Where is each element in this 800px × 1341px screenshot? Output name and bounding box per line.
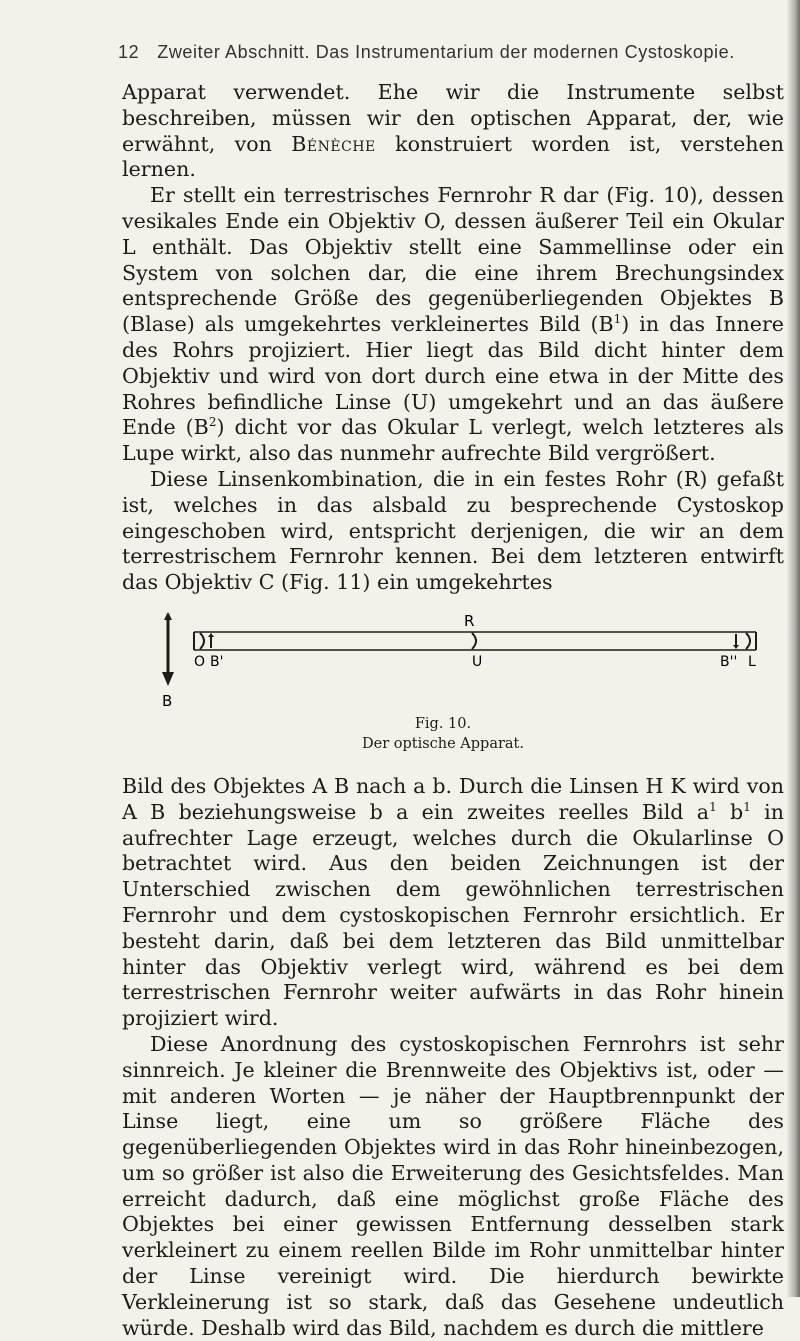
p4-text-c: in aufrechter Lage erzeugt, welches durch die Okularlinse O betrachtet wird. Aus den beiden Zeichnungen ist der Unterschied zwischen dem gewöhnlichen terrestrischen Fernrohr und dem cystoskopischen Fernrohr ersichtlich. Er besteht darin, daß bei dem letzteren das Bild unmittelbar hinter das Objektiv verlegt wird, während es bei dem terrestrischen Fernrohr weiter aufwärts in das Rohr hinein projiziert wird. [122,799,784,1031]
object-arrow [162,612,174,686]
figure-10 [112,606,784,766]
page-number: 12 [118,42,140,62]
label-R: R [464,611,475,630]
author-name: Bénèche [291,131,376,156]
p4-sup-1: 1 [709,799,717,814]
eyepiece-lens [746,633,750,649]
p2-text-b: ) in das Innere des Rohrs projiziert. Hier liegt das Bild dicht hinter dem Objektiv und wird von dort durch eine etwa in der Mitte des Rohres befindliche Linse (U) umgekehrt und an das äußere Ende (B [122,312,784,440]
paragraph-1 [122,80,784,183]
running-head [118,42,798,63]
middle-lens-U [472,633,476,649]
label-B1: B' [210,653,224,670]
image-b2-arrow [733,634,739,649]
p2-text-c: ) dicht vor das Okular L verlegt, welch letzteres als Lupe wirkt, also das nunmehr aufrechte Bild vergrößert. [122,415,784,466]
label-L: L [748,653,756,670]
figure-number: Fig. 10. [414,715,472,732]
paragraph-3: Diese Linsenkombination, die in ein festes Rohr (R) gefaßt ist, welches in das alsbald zu besprechende Cystoskop eingeschoben wird, entspricht derjenigen, die wir an dem terrestrischem Fernrohr kennen. Bei dem letzteren entwirft das Objektiv C (Fig. 11) ein umgekehrtes [122,466,784,595]
p4-text-a: Bild des Objektes A B nach a b. Durch die Linsen H K wird von A B beziehungsweise b a ein zweites reelles Bild a [122,773,784,824]
paragraph-4 [122,774,784,1032]
label-O: O [194,653,206,670]
label-U: U [472,653,483,670]
page-edge-shadow [786,0,800,1297]
paragraph-2 [122,183,784,467]
p1-text-b: konstruiert worden ist, verstehen lernen. [122,131,784,182]
optical-apparatus-diagram [112,606,792,716]
p2-text-a: Er stellt ein terrestrisches Fernrohr R dar (Fig. 10), dessen vesikales Ende ein Objektiv O, dessen äußerer Teil ein Okular L enthält. Das Objektiv stellt eine Sammellinse oder ein System von solchen dar, die eine ihrem Brechungsindex entsprechende Größe des gegenüberliegenden Objektes B (Blase) als umgekehrtes verkleinertes Bild (B [122,183,784,337]
figure-caption [112,714,774,754]
image-b1-arrow [208,633,214,648]
p2-sup-1: 1 [613,312,622,327]
paragraph-5: Diese Anordnung des cystoskopischen Fernrohrs ist sehr sinnreich. Je kleiner die Brennweite des Objektivs ist, oder — mit anderen Worten — je näher der Hauptbrennpunkt der Linse liegt, eine um so größere Fläche des gegenüberliegenden Objektes wird in das Rohr hineinbezogen, um so größer ist also die Erweiterung des Gesichtsfeldes. Man erreicht dadurch, daß eine möglichst große Fläche des Objektes bei einer gewissen Entfernung desselben stark verkleinert zu einem reellen Bilde im Rohr unmittelbar hinter der Linse vereinigt wird. Die hierdurch bewirkte Verkleinerung ist so stark, daß das Gesehene undeutlich würde. Deshalb wird das Bild, nachdem es durch die mittlere [122,1031,784,1340]
running-title: Zweiter Abschnitt. Das Instrumentarium der modernen Cystoskopie. [157,42,735,62]
objective-lens [200,633,204,649]
p1-text-a: Apparat verwendet. Ehe wir die Instrumente selbst beschreiben, müssen wir den optischen Apparat, der, wie erwähnt, von [122,80,784,156]
label-B2: B'' [720,653,738,670]
label-B: B [162,691,173,710]
figure-title: Der optische Apparat. [361,735,524,752]
p4-sup-2: 1 [743,799,751,814]
p2-sup-2: 2 [208,415,217,430]
p4-text-b: b [716,799,744,824]
page-body [122,80,784,1341]
